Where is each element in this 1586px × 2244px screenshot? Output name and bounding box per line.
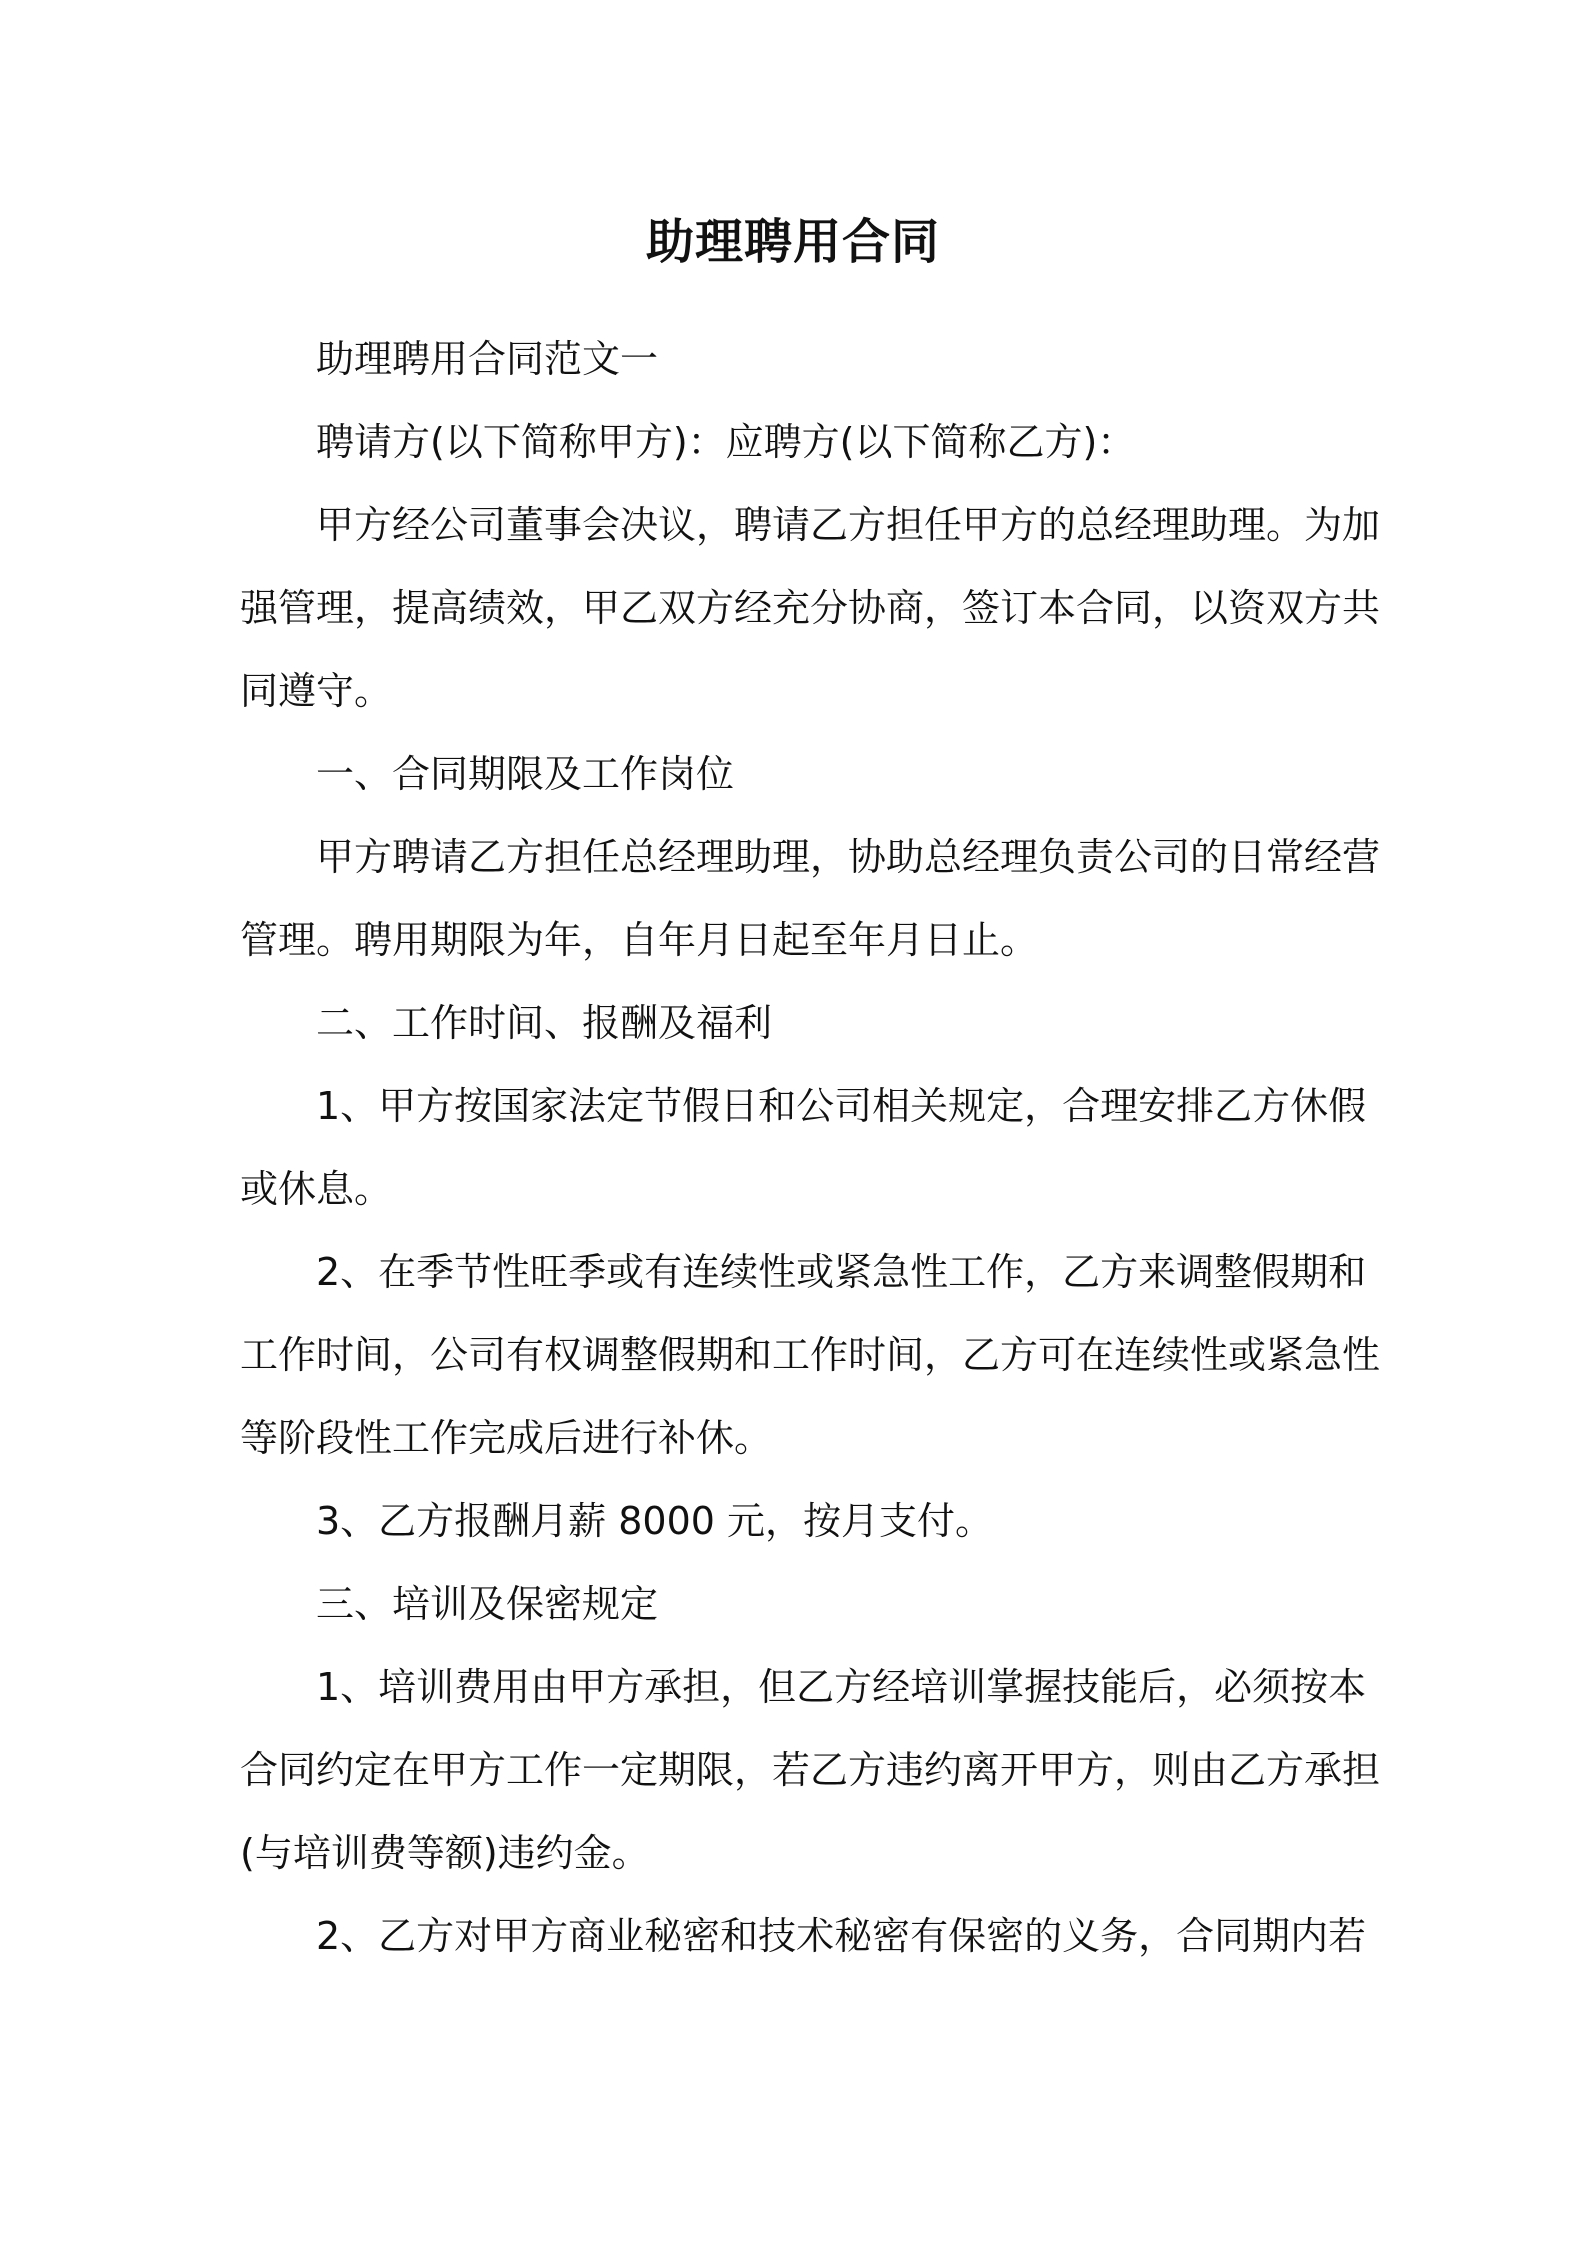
paragraph-term bbox=[240, 816, 1381, 982]
paragraph-line: 2、乙方对甲方商业秘密和技术秘密有保密的义务，合同期内若 bbox=[316, 1914, 1367, 1958]
paragraph-line: 一、合同期限及工作岗位 bbox=[316, 752, 735, 796]
paragraph-line: 强管理，提高绩效，甲乙双方经充分协商，签订本合同，以资双方共 bbox=[240, 586, 1381, 630]
paragraph-line: 二、工作时间、报酬及福利 bbox=[316, 1001, 773, 1045]
section-heading bbox=[240, 982, 1350, 1065]
section-heading bbox=[240, 1563, 1350, 1646]
paragraph-line: (与培训费等额)违约金。 bbox=[240, 1831, 650, 1875]
paragraph-line: 三、培训及保密规定 bbox=[316, 1582, 659, 1626]
document-body bbox=[240, 318, 1381, 1978]
paragraph-clause bbox=[240, 1231, 1381, 1480]
section-heading bbox=[240, 733, 1350, 816]
paragraph-parties bbox=[240, 401, 1350, 484]
paragraph-line: 或休息。 bbox=[240, 1167, 393, 1211]
paragraph-line: 1、甲方按国家法定节假日和公司相关规定，合理安排乙方休假 bbox=[316, 1084, 1367, 1128]
paragraph-line: 管理。聘用期限为年，自年月日起至年月日止。 bbox=[240, 918, 1039, 962]
paragraph-line: 聘请方(以下简称甲方)：应聘方(以下简称乙方)： bbox=[316, 420, 1136, 464]
paragraph-line: 2、在季节性旺季或有连续性或紧急性工作，乙方来调整假期和 bbox=[316, 1250, 1367, 1294]
paragraph-line: 甲方聘请乙方担任总经理助理，协助总经理负责公司的日常经营 bbox=[316, 835, 1381, 879]
paragraph-line: 工作时间，公司有权调整假期和工作时间，乙方可在连续性或紧急性 bbox=[240, 1333, 1381, 1377]
paragraph-clause bbox=[240, 1646, 1381, 1895]
paragraph-line: 甲方经公司董事会决议，聘请乙方担任甲方的总经理助理。为加 bbox=[316, 503, 1381, 547]
paragraph-intro bbox=[240, 484, 1381, 733]
paragraph-clause bbox=[240, 1480, 1350, 1563]
paragraph-line: 助理聘用合同范文一 bbox=[316, 337, 659, 381]
paragraph-clause bbox=[240, 1065, 1367, 1231]
paragraph-line: 同遵守。 bbox=[240, 669, 393, 713]
document-title: 助理聘用合同 bbox=[645, 214, 940, 270]
paragraph-line: 1、培训费用由甲方承担，但乙方经培训掌握技能后，必须按本 bbox=[316, 1665, 1367, 1709]
paragraph-clause bbox=[240, 1895, 1367, 1978]
paragraph-line: 等阶段性工作完成后进行补休。 bbox=[240, 1416, 773, 1460]
paragraph-line: 合同约定在甲方工作一定期限，若乙方违约离开甲方，则由乙方承担 bbox=[240, 1748, 1381, 1792]
paragraph-line: 3、乙方报酬月薪 8000 元，按月支付。 bbox=[316, 1499, 994, 1543]
paragraph-subtitle bbox=[240, 318, 1350, 401]
